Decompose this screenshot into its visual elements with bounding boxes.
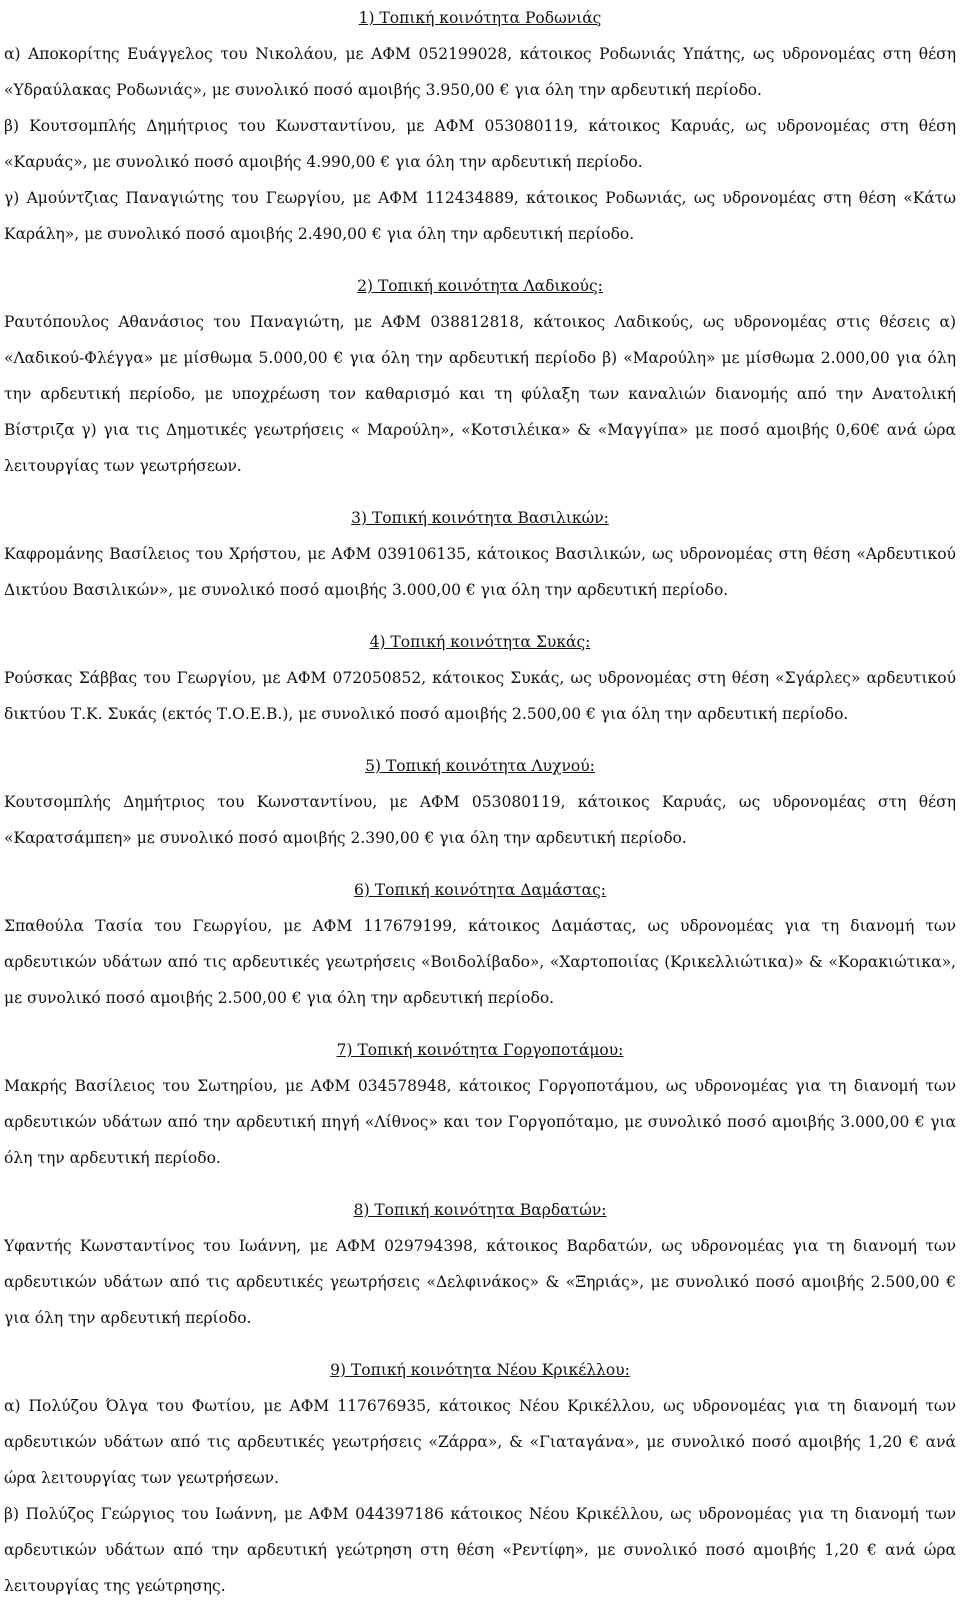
- section-paragraph: Καφρομάνης Βασίλειος του Χρήστου, με ΑΦΜ 039106135, κάτοικος Βασιλικών, ως υδρονομέας στη θέση «Αρδευτικού Δικτύου Βασιλικών», με συνολικό ποσό αμοιβής 3.000,00 € για όλη την αρδευτική περίοδο.: [4, 545, 956, 599]
- section-paragraph: α) Αποκορίτης Ευάγγελος του Νικολάου, με ΑΦΜ 052199028, κάτοικος Ροδωνιάς Υπάτης, ως υδρονομέας στη θέση «Υδραύλακας Ροδωνιάς», με συνολικό ποσό αμοιβής 3.950,00 € για όλη την αρδευτική περίοδο.: [4, 45, 956, 99]
- section-heading: 3) Τοπική κοινότητα Βασιλικών:: [351, 509, 609, 527]
- section-paragraph: Κουτσομπλής Δημήτριος του Κωνσταντίνου, με ΑΦΜ 053080119, κάτοικος Καρυάς, ως υδρονομέας στη θέση «Καρατσάμπεη» με συνολικό ποσό αμοιβής 2.390,00 € για όλη την αρδευτική περίοδο.: [4, 793, 956, 847]
- section-heading: 1) Τοπική κοινότητα Ροδωνιάς: [358, 9, 602, 27]
- section-heading: 7) Τοπική κοινότητα Γοργοποτάμου:: [336, 1041, 624, 1059]
- section-paragraph: β) Πολύζος Γεώργιος του Ιωάννη, με ΑΦΜ 044397186 κάτοικος Νέου Κρικέλλου, ως υδρονομέας για τη διανομή των αρδευτικών υδάτων από την αρδευτική γεώτρηση στη θέση «Ρεντίφη», με συνολικό ποσό αμοιβής 1,20 € ανά ώρα λειτουργίας της γεώτρησης.: [4, 1505, 956, 1595]
- section-paragraph: Σπαθούλα Τασία του Γεωργίου, με ΑΦΜ 117679199, κάτοικος Δαμάστας, ως υδρονομέας για τη διανομή των αρδευτικών υδάτων από τις αρδευτικές γεωτρήσεις «Βοιδολίβαδο», «Χαρτοποιίας (Κρικελλιώτικα)» & «Κορακιώτικα», με συνολικό ποσό αμοιβής 2.500,00 € για όλη την αρδευτική περίοδο.: [4, 917, 956, 1007]
- section-paragraph: γ) Αμούντζιας Παναγιώτης του Γεωργίου, με ΑΦΜ 112434889, κάτοικος Ροδωνιάς, ως υδρονομέας στη θέση «Κάτω Καράλη», με συνολικό ποσό αμοιβής 2.490,00 € για όλη την αρδευτική περίοδο.: [4, 189, 956, 243]
- section-heading: 8) Τοπική κοινότητα Βαρδατών:: [353, 1201, 607, 1219]
- section-heading: 9) Τοπική κοινότητα Νέου Κρικέλλου:: [330, 1361, 630, 1379]
- section-paragraph: α) Πολύζου Όλγα του Φωτίου, με ΑΦΜ 117676935, κάτοικος Νέου Κρικέλλου, ως υδρονομέας για τη διανομή των αρδευτικών υδάτων από τις αρδευτικές γεωτρήσεις «Ζάρρα», & «Γιαταγάνα», με συνολικό ποσό αμοιβής 1,20 € ανά ώρα λειτουργίας των γεωτρήσεων.: [4, 1397, 956, 1487]
- section-heading: 5) Τοπική κοινότητα Λυχνού:: [365, 757, 595, 775]
- section-paragraph: Ρούσκας Σάββας του Γεωργίου, με ΑΦΜ 072050852, κάτοικος Συκάς, ως υδρονομέας στη θέση «Σγάρλες» αρδευτικού δικτύου Τ.Κ. Συκάς (εκτός Τ.Ο.Ε.Β.), με συνολικό ποσό αμοιβής 2.500,00 € για όλη την αρδευτική περίοδο.: [4, 669, 956, 723]
- document-page: [4, 0, 956, 1604]
- section-heading: 4) Τοπική κοινότητα Συκάς:: [369, 633, 591, 651]
- section-paragraph: β) Κουτσομπλής Δημήτριος του Κωνσταντίνου, με ΑΦΜ 053080119, κάτοικος Καρυάς, ως υδρονομέας στη θέση «Καρυάς», με συνολικό ποσό αμοιβής 4.990,00 € για όλη την αρδευτική περίοδο.: [4, 117, 956, 171]
- section-paragraph: Ραυτόπουλος Αθανάσιος του Παναγιώτη, με ΑΦΜ 038812818, κάτοικος Λαδικούς, ως υδρονομέας στις θέσεις α) «Λαδικού-Φλέγγα» με μίσθωμα 5.000,00 € για όλη την αρδευτική περίοδο β) «Μαρούλη» με μίσθωμα 2.000,00 για όλη την αρδευτική περίοδο, με υποχρέωση τον καθαρισμό και τη φύλαξη των καναλιών διανομής από την Ανατολική Βίστριζα γ) για τις Δημοτικές γεωτρήσεις « Μαρούλη», «Κοτσιλέικα» & «Μαγγίπα» με ποσό αμοιβής 0,60€ ανά ώρα λειτουργίας των γεωτρήσεων.: [4, 313, 956, 475]
- section-paragraph: Υφαντής Κωνσταντίνος του Ιωάννη, με ΑΦΜ 029794398, κάτοικος Βαρδατών, ως υδρονομέας για τη διανομή των αρδευτικών υδάτων από τις αρδευτικές γεωτρήσεις «Δελφινάκος» & «Ξηριάς», με συνολικό ποσό αμοιβής 2.500,00 € για όλη την αρδευτική περίοδο.: [4, 1237, 956, 1327]
- section-heading: 2) Τοπική κοινότητα Λαδικούς:: [357, 277, 603, 295]
- section-paragraph: Μακρής Βασίλειος του Σωτηρίου, με ΑΦΜ 034578948, κάτοικος Γοργοποτάμου, ως υδρονομέας για τη διανομή των αρδευτικών υδάτων από την αρδευτική πηγή «Λίθνος» και τον Γοργοπόταμο, με συνολικό ποσό αμοιβής 3.000,00 € για όλη την αρδευτική περίοδο.: [4, 1077, 956, 1167]
- section-heading: 6) Τοπική κοινότητα Δαμάστας:: [353, 881, 607, 899]
